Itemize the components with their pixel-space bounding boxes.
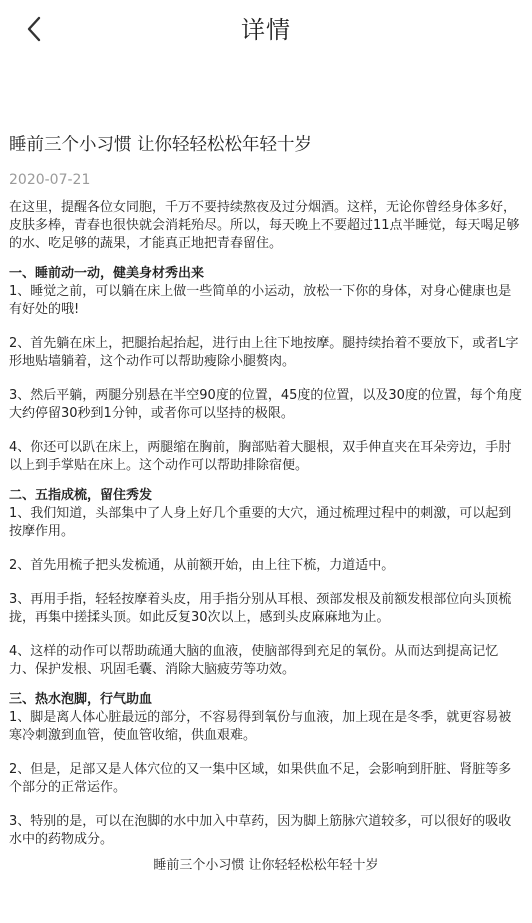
list-item: 1、脚是离人体心脏最远的部分，不容易得到氧份与血液，加上现在是冬季，就更容易被寒冷刺激到血管，使血管收缩，供血艰难。 <box>9 710 512 743</box>
section-heading: 一、睡前动一动，健美身材秀出来 <box>9 266 205 281</box>
list-item: 1、睡觉之前，可以躺在床上做一些简单的小运动，放松一下你的身体，对身心健康也是有好处的哦! <box>9 284 512 317</box>
list-item: 3、然后平躺，两腿分别悬在半空90度的位置，45度的位置，以及30度的位置，每个角度大约停留30秒到1分钟，或者你可以坚持的极限。 <box>9 388 522 421</box>
list-item: 3、特别的是，可以在泡脚的水中加入中草药，因为脚上筋脉穴道较多，可以很好的吸收水中的药物成分。 <box>9 814 512 847</box>
intro-paragraph: 在这里，提醒各位女同胞，千万不要持续熬夜及过分烟酒。这样，无论你曾经身体多好，皮肤多棒，青春也很快就会消耗殆尽。所以，每天晚上不要超过11点半睡觉，每天喝足够的水、吃足够的蔬果，才能真正地把青春留住。 <box>9 200 520 251</box>
article-body <box>9 199 522 849</box>
list-item: 2、首先躺在床上，把腿抬起抬起，进行由上往下地按摩。腿持续抬着不要放下，或者L字形地贴墙躺着，这个动作可以帮助瘦除小腿赘肉。 <box>9 336 519 369</box>
section-heading: 三、热水泡脚，行气助血 <box>9 692 153 707</box>
article-footer-title: 睡前三个小习惯 让你轻轻松松年轻十岁 <box>153 858 379 873</box>
page-title: 详情 <box>241 16 291 44</box>
article-title: 睡前三个小习惯 让你轻轻松松年轻十岁 <box>9 135 313 155</box>
article-date: 2020-07-21 <box>9 172 91 188</box>
list-item: 2、首先用梳子把头发梳通，从前额开始，由上往下梳，力道适中。 <box>9 558 395 573</box>
app-header <box>0 0 532 58</box>
list-item: 3、再用手指，轻轻按摩着头皮，用手指分别从耳根、颈部发根及前额发根部位向头顶梳拢，再集中搓揉头顶。如此反复30次以上，感到头皮麻麻地为止。 <box>9 592 512 625</box>
list-item: 4、你还可以趴在床上，两腿缩在胸前，胸部贴着大腿根，双手伸直夹在耳朵旁边，手肘以上到手掌贴在床上。这个动作可以帮助排除宿便。 <box>9 440 512 473</box>
section-heading: 二、五指成梳，留住秀发 <box>9 488 153 503</box>
list-item: 1、我们知道，头部集中了人身上好几个重要的大穴，通过梳理过程中的刺激，可以起到按摩作用。 <box>9 506 512 539</box>
list-item: 4、这样的动作可以帮助疏通大脑的血液，使脑部得到充足的氧份。从而达到提高记忆力、保护发根、巩固毛囊、消除大脑疲劳等功效。 <box>9 644 499 677</box>
list-item: 2、但是，足部又是人体穴位的又一集中区域，如果供血不足，会影响到肝脏、肾脏等多个部分的正常运作。 <box>9 762 512 795</box>
